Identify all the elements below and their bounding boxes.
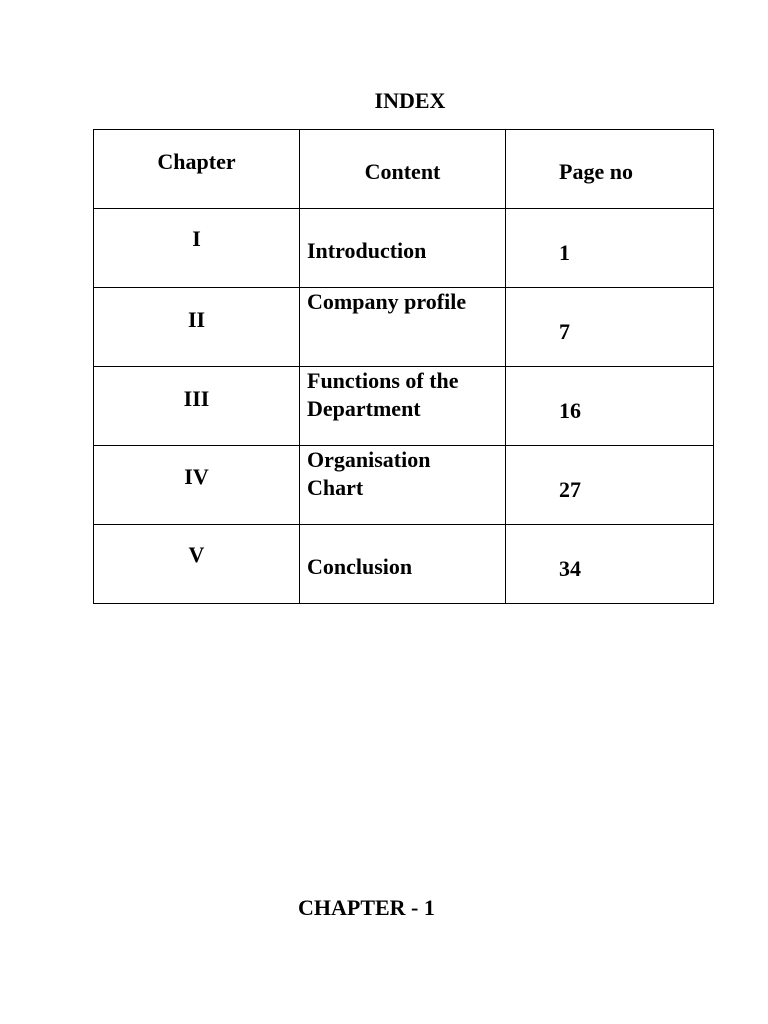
index-title: INDEX: [374, 88, 446, 113]
chapter-cell: [94, 288, 300, 367]
header-content-label: Content: [364, 159, 441, 184]
page-cell: [506, 446, 714, 525]
page-number: 7: [559, 319, 570, 344]
content-title-line-1: Functions of the: [307, 368, 459, 393]
page-cell: [506, 525, 714, 604]
content-cell: [300, 446, 506, 525]
table-row: [94, 367, 714, 446]
page-cell: [506, 209, 714, 288]
content-cell: [300, 525, 506, 604]
chapter-heading: CHAPTER - 1: [298, 895, 435, 920]
chapter-number: II: [187, 307, 206, 332]
chapter-number: V: [188, 542, 205, 567]
content-title-line-1: Organisation: [307, 447, 431, 472]
chapter-number: III: [183, 386, 210, 411]
chapter-number: IV: [184, 464, 209, 489]
content-title: Company profile: [307, 289, 467, 314]
page-number: 16: [559, 398, 581, 423]
page-cell: [506, 288, 714, 367]
table-header-row: [94, 130, 714, 209]
header-cell-chapter: [94, 130, 300, 209]
content-cell: [300, 367, 506, 446]
page-number: 1: [559, 240, 570, 265]
content-title: Conclusion: [307, 554, 413, 579]
header-page-label: Page no: [559, 159, 633, 184]
content-title-line-2: Chart: [307, 475, 364, 500]
table-row: [94, 446, 714, 525]
chapter-cell: [94, 525, 300, 604]
table-row: [94, 209, 714, 288]
chapter-cell: [94, 446, 300, 525]
page-number: 34: [559, 556, 581, 581]
header-cell-content: [300, 130, 506, 209]
content-cell: [300, 288, 506, 367]
chapter-cell: [94, 209, 300, 288]
header-chapter-label: Chapter: [157, 149, 236, 174]
content-cell: [300, 209, 506, 288]
table-row: [94, 288, 714, 367]
table-row: [94, 525, 714, 604]
chapter-cell: [94, 367, 300, 446]
chapter-number: I: [192, 226, 201, 251]
index-table: [93, 129, 714, 604]
content-title: Introduction: [307, 238, 427, 263]
content-title-line-2: Department: [307, 396, 421, 421]
page-number: 27: [559, 477, 581, 502]
header-cell-page: [506, 130, 714, 209]
page-cell: [506, 367, 714, 446]
